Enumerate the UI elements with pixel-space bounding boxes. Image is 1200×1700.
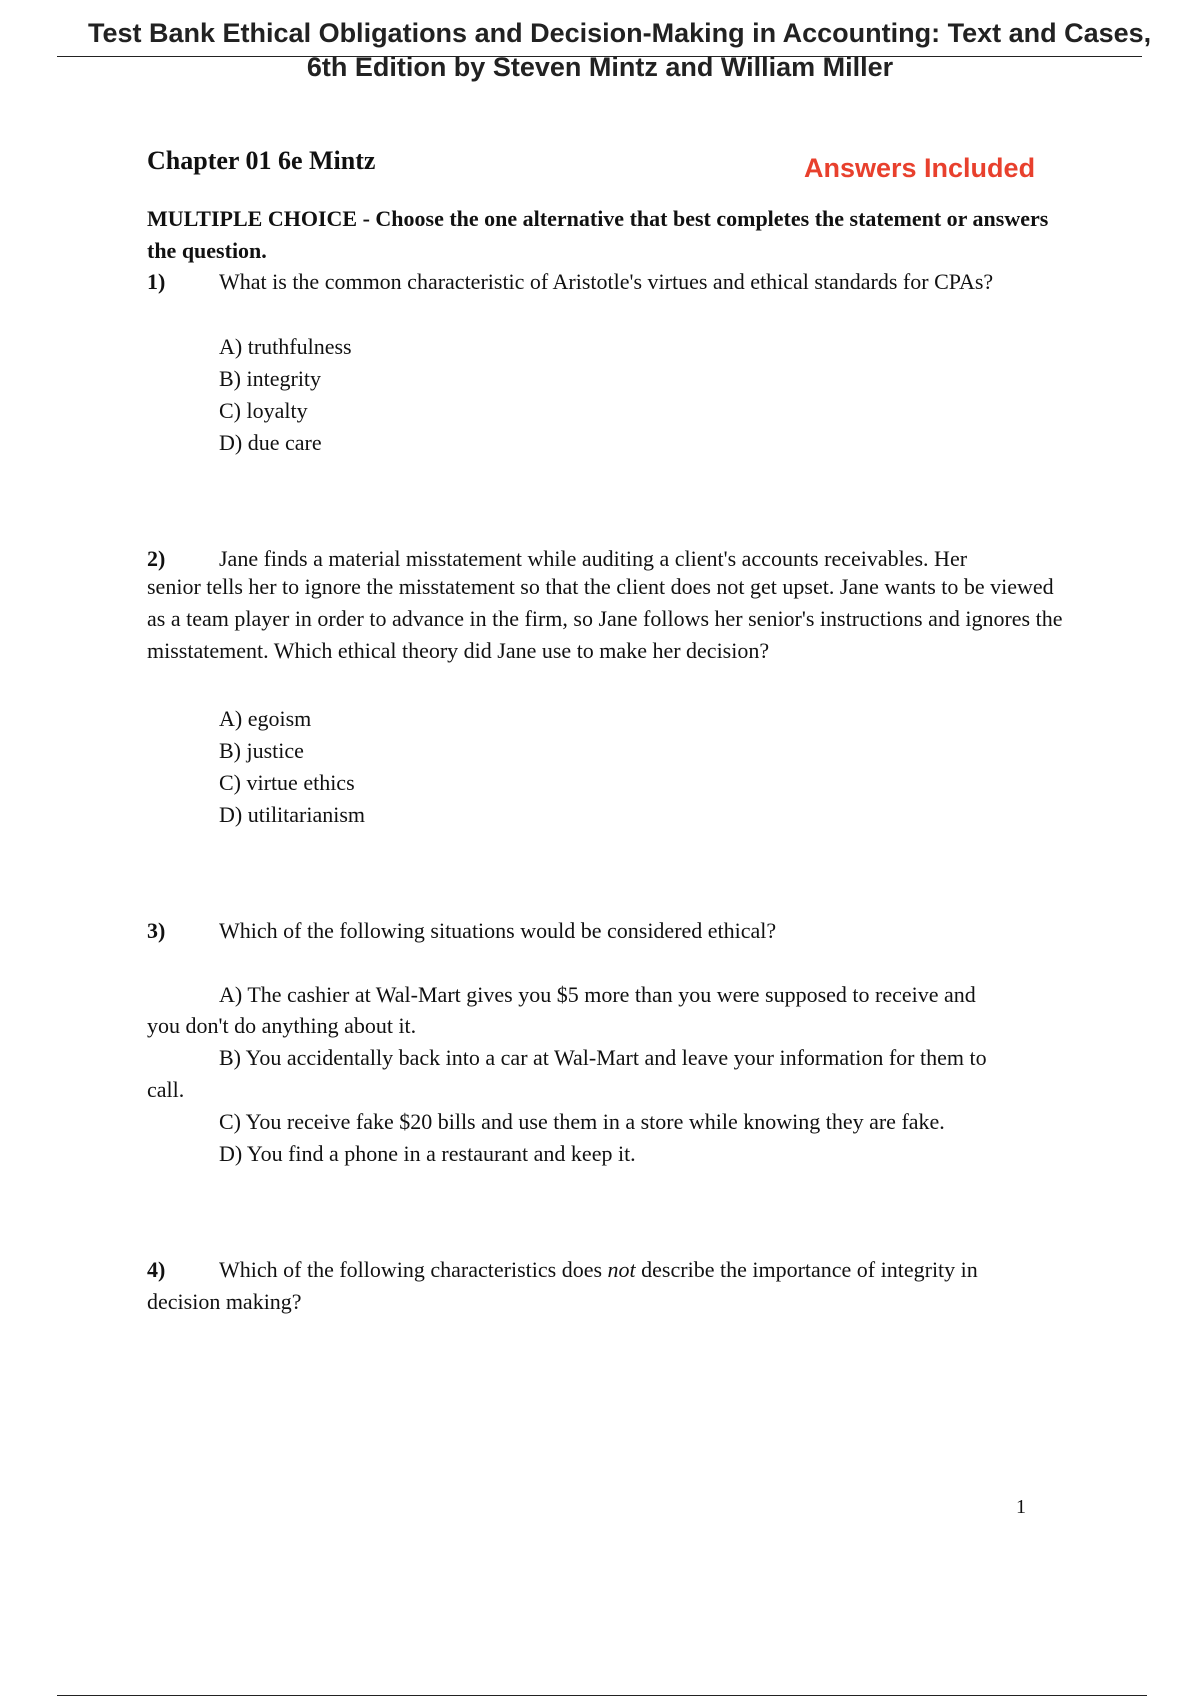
answer-option-b: B) justice xyxy=(219,738,304,763)
question-number: 3) xyxy=(147,918,166,943)
chapter-title: Chapter 01 6e Mintz xyxy=(147,146,376,175)
question-text-emphasis: not xyxy=(607,1257,636,1282)
answer-option-c: C) loyalty xyxy=(219,398,308,423)
footer-rule xyxy=(57,1695,1147,1696)
answer-option-a: A) truthfulness xyxy=(219,334,352,359)
question-text-after: describe the importance of integrity in xyxy=(635,1257,978,1282)
question-text-first-line xyxy=(219,1257,978,1283)
answer-option-a-continued: you don't do anything about it. xyxy=(147,1013,417,1038)
answer-option-d: D) utilitarianism xyxy=(219,802,366,827)
answer-option-b: B) You accidentally back into a car at Wal-Mart and leave your information for them to xyxy=(219,1045,987,1070)
header-title-line2: 6th Edition by Steven Mintz and William Miller xyxy=(306,52,894,82)
answer-option-c: C) virtue ethics xyxy=(219,770,355,795)
answer-option-b: B) integrity xyxy=(219,366,322,391)
answer-option-b-continued: call. xyxy=(147,1077,185,1102)
question-text-before: Which of the following characteristics does xyxy=(219,1257,608,1282)
answer-option-d: D) You find a phone in a restaurant and keep it. xyxy=(219,1141,636,1166)
question-text: Which of the following situations would be considered ethical? xyxy=(219,918,777,943)
answer-option-c: C) You receive fake $20 bills and use them in a store while knowing they are fake. xyxy=(219,1109,945,1134)
header-rule xyxy=(57,56,1142,57)
answer-option-a: A) egoism xyxy=(219,706,312,731)
answer-option-d: D) due care xyxy=(219,430,322,455)
header-title-line1: Test Bank Ethical Obligations and Decision-Making in Accounting: Text and Cases, xyxy=(88,18,1152,48)
question-number: 1) xyxy=(147,269,166,294)
answers-included-badge: Answers Included xyxy=(804,153,1036,183)
instructions: MULTIPLE CHOICE - Choose the one alternative that best completes the statement or answers the question. xyxy=(147,206,1049,263)
question-text: What is the common characteristic of Aristotle's virtues and ethical standards for CPAs? xyxy=(219,269,994,294)
question-text-first-line: Jane finds a material misstatement while auditing a client's accounts receivables. Her xyxy=(219,546,968,571)
page-number: 1 xyxy=(1016,1496,1026,1518)
question-number: 4) xyxy=(147,1257,166,1282)
answer-option-a: A) The cashier at Wal-Mart gives you $5 more than you were supposed to receive and xyxy=(219,982,976,1007)
question-number: 2) xyxy=(147,546,166,571)
question-text-continued: senior tells her to ignore the misstatement so that the client does not get upset. Jane wants to be viewed as a team player in order to advance in the firm, so Jane follows her senior's instructions and ignores the misstatement. Which ethical theory did Jane use to make her decision? xyxy=(147,574,1063,663)
question-text-continued: decision making? xyxy=(147,1289,302,1314)
